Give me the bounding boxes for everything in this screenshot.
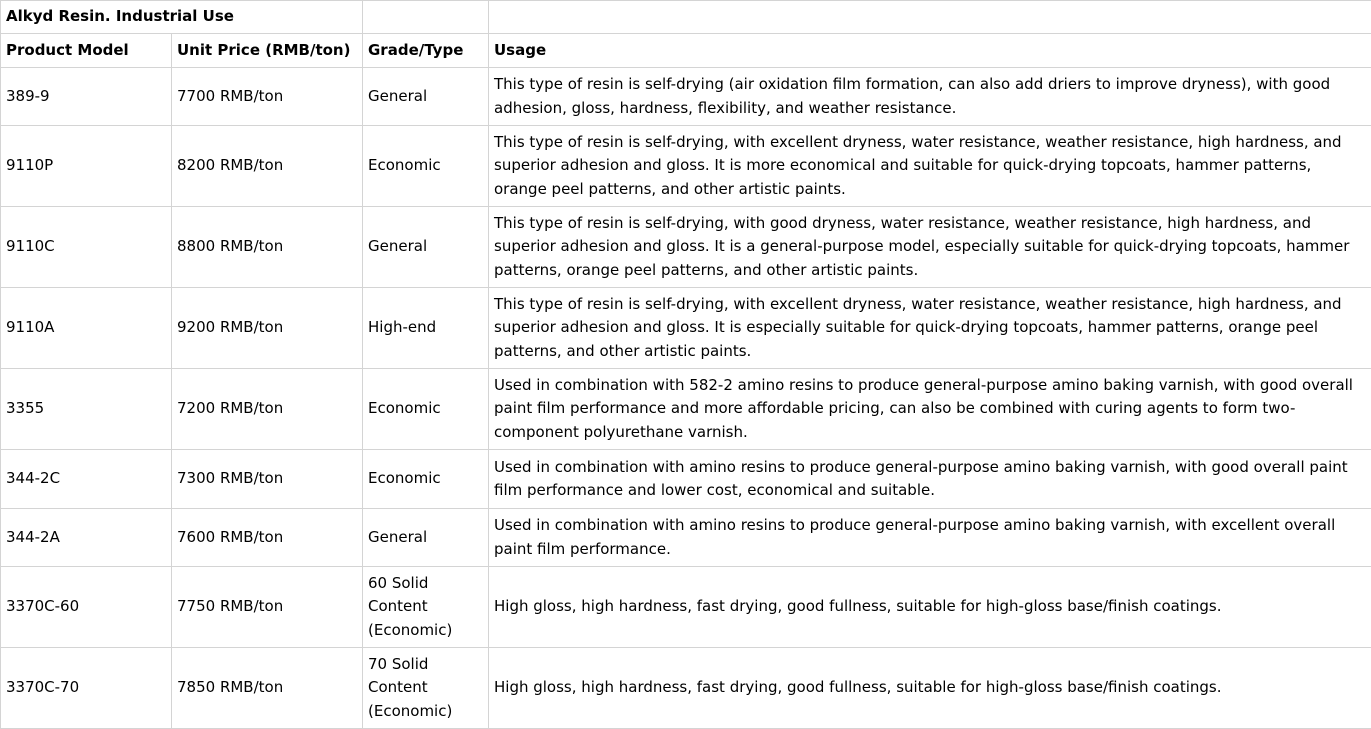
cell-grade-type[interactable]: Economic [363,126,489,207]
cell-unit-price[interactable]: 8800 RMB/ton [172,207,363,288]
table-title[interactable]: Alkyd Resin. Industrial Use [1,1,363,34]
cell-grade-type[interactable]: General [363,509,489,567]
cell-unit-price[interactable]: 7200 RMB/ton [172,369,363,450]
cell-grade-type[interactable]: 70 Solid Content (Economic) [363,648,489,729]
table-row [1,369,1371,450]
cell-unit-price[interactable]: 7750 RMB/ton [172,567,363,648]
table-row [1,126,1371,207]
header-row [1,34,1371,68]
cell-unit-price[interactable]: 8200 RMB/ton [172,126,363,207]
cell-unit-price[interactable]: 7300 RMB/ton [172,450,363,509]
header-usage[interactable]: Usage [489,34,1371,68]
cell-product-model[interactable]: 9110A [1,288,172,369]
header-product-model[interactable]: Product Model [1,34,172,68]
table-row [1,68,1371,126]
table-row [1,288,1371,369]
cell-unit-price[interactable]: 9200 RMB/ton [172,288,363,369]
cell-product-model[interactable]: 344-2C [1,450,172,509]
cell-grade-type[interactable]: 60 Solid Content (Economic) [363,567,489,648]
cell-usage[interactable]: This type of resin is self-drying, with good dryness, water resistance, weather resistance, high hardness, and superior adhesion and gloss. It is a general-purpose model, especially suitable for quick-drying topcoats, hammer patterns, orange peel patterns, and other artistic paints. [489,207,1371,288]
cell-grade-type[interactable]: General [363,207,489,288]
cell-unit-price[interactable]: 7600 RMB/ton [172,509,363,567]
cell-product-model[interactable]: 3355 [1,369,172,450]
cell-usage[interactable]: High gloss, high hardness, fast drying, good fullness, suitable for high-gloss base/finish coatings. [489,567,1371,648]
cell-unit-price[interactable]: 7700 RMB/ton [172,68,363,126]
empty-cell[interactable] [363,1,489,34]
cell-grade-type[interactable]: Economic [363,450,489,509]
table-row [1,509,1371,567]
cell-usage[interactable]: Used in combination with amino resins to produce general-purpose amino baking varnish, with good overall paint film performance and lower cost, economical and suitable. [489,450,1371,509]
cell-product-model[interactable]: 3370C-70 [1,648,172,729]
cell-unit-price[interactable]: 7850 RMB/ton [172,648,363,729]
cell-grade-type[interactable]: High-end [363,288,489,369]
title-row [1,1,1371,34]
header-grade-type[interactable]: Grade/Type [363,34,489,68]
cell-grade-type[interactable]: Economic [363,369,489,450]
cell-product-model[interactable]: 389-9 [1,68,172,126]
cell-usage[interactable]: This type of resin is self-drying, with excellent dryness, water resistance, weather resistance, high hardness, and superior adhesion and gloss. It is more economical and suitable for quick-drying topcoats, hammer patterns, orange peel patterns, and other artistic paints. [489,126,1371,207]
cell-product-model[interactable]: 344-2A [1,509,172,567]
cell-usage[interactable]: This type of resin is self-drying, with excellent dryness, water resistance, weather resistance, high hardness, and superior adhesion and gloss. It is especially suitable for quick-drying topcoats, hammer patterns, orange peel patterns, and other artistic paints. [489,288,1371,369]
table-row [1,567,1371,648]
cell-grade-type[interactable]: General [363,68,489,126]
cell-product-model[interactable]: 3370C-60 [1,567,172,648]
cell-usage[interactable]: High gloss, high hardness, fast drying, good fullness, suitable for high-gloss base/finish coatings. [489,648,1371,729]
cell-usage[interactable]: Used in combination with 582-2 amino resins to produce general-purpose amino baking varnish, with good overall paint film performance and more affordable pricing, can also be combined with curing agents to form two-component polyurethane varnish. [489,369,1371,450]
cell-usage[interactable]: Used in combination with amino resins to produce general-purpose amino baking varnish, with excellent overall paint film performance. [489,509,1371,567]
empty-cell[interactable] [489,1,1371,34]
table-row [1,648,1371,729]
cell-product-model[interactable]: 9110P [1,126,172,207]
table-row [1,450,1371,509]
table-row [1,207,1371,288]
cell-usage[interactable]: This type of resin is self-drying (air oxidation film formation, can also add driers to improve dryness), with good adhesion, gloss, hardness, flexibility, and weather resistance. [489,68,1371,126]
header-unit-price[interactable]: Unit Price (RMB/ton) [172,34,363,68]
cell-product-model[interactable]: 9110C [1,207,172,288]
